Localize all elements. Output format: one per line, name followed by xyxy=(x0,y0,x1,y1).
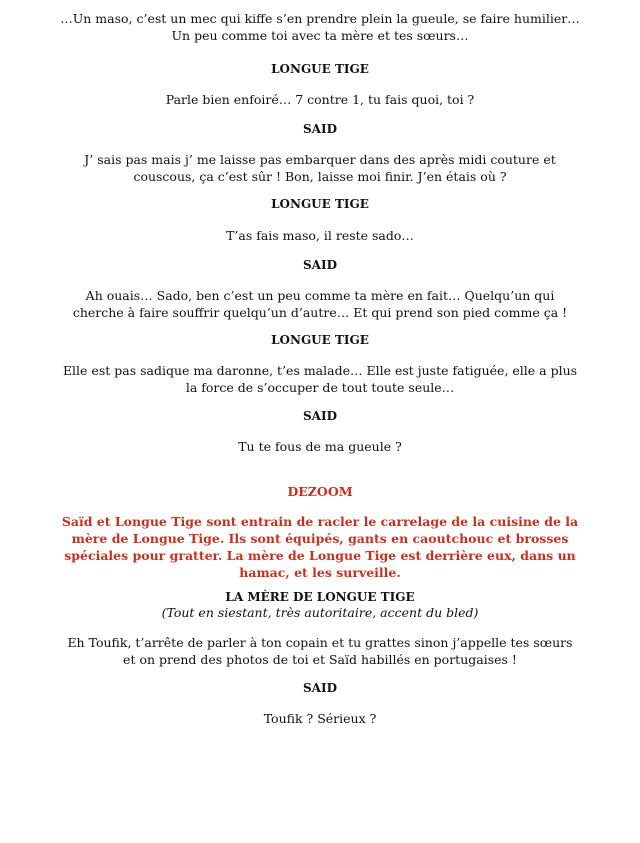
character-name: SAID xyxy=(303,122,337,136)
character-name: LA MÈRE DE LONGUE TIGE xyxy=(225,590,415,604)
character-name: SAID xyxy=(303,681,337,695)
parenthetical: (Tout en siestant, très autoritaire, accent du bled) xyxy=(161,605,479,620)
dialogue-line: …Un maso, c’est un mec qui kiffe s’en prendre plein la gueule, se faire humilier… Un peu comme toi avec ta mère et tes sœurs… xyxy=(60,11,580,43)
dialogue-line: Ah ouais… Sado, ben c’est un peu comme ta mère en fait… Quelqu’un qui cherche à faire souffrir quelqu’un d’autre… Et qui prend son pied comme ça ! xyxy=(72,288,568,320)
dialogue-line: Eh Toufik, t’arrête de parler à ton copain et tu grattes sinon j’appelle tes sœurs et on prend des photos de toi et Saïd habillés en portugaises ! xyxy=(67,635,573,667)
character-name: LONGUE TIGE xyxy=(271,333,369,347)
scene-heading: DEZOOM xyxy=(287,484,353,499)
character-name: LONGUE TIGE xyxy=(271,197,369,211)
dialogue-line: T’as fais maso, il reste sado… xyxy=(226,228,414,243)
dialogue-line: J’ sais pas mais j’ me laisse pas embarquer dans des après midi couture et couscous, ça c’est sûr ! Bon, laisse moi finir. J’en étais où ? xyxy=(84,152,556,184)
character-name: LONGUE TIGE xyxy=(271,62,369,76)
character-name: SAID xyxy=(303,409,337,423)
character-name: SAID xyxy=(303,258,337,272)
dialogue-line: Tu te fous de ma gueule ? xyxy=(238,439,402,454)
dialogue-line: Parle bien enfoiré… 7 contre 1, tu fais quoi, toi ? xyxy=(165,92,475,107)
dialogue-line: Toufik ? Sérieux ? xyxy=(263,711,377,726)
scene-description: Saïd et Longue Tige sont entrain de racler le carrelage de la cuisine de la mère de Longue Tige. Ils sont équipés, gants en caoutchouc et brosses spéciales pour gratter. La mère de Longue Tige est derrière eux, dans un hamac, et les surveille. xyxy=(61,514,579,580)
dialogue-line: Elle est pas sadique ma daronne, t’es malade… Elle est juste fatiguée, elle a plus la force de s’occuper de tout toute seule… xyxy=(62,363,578,395)
